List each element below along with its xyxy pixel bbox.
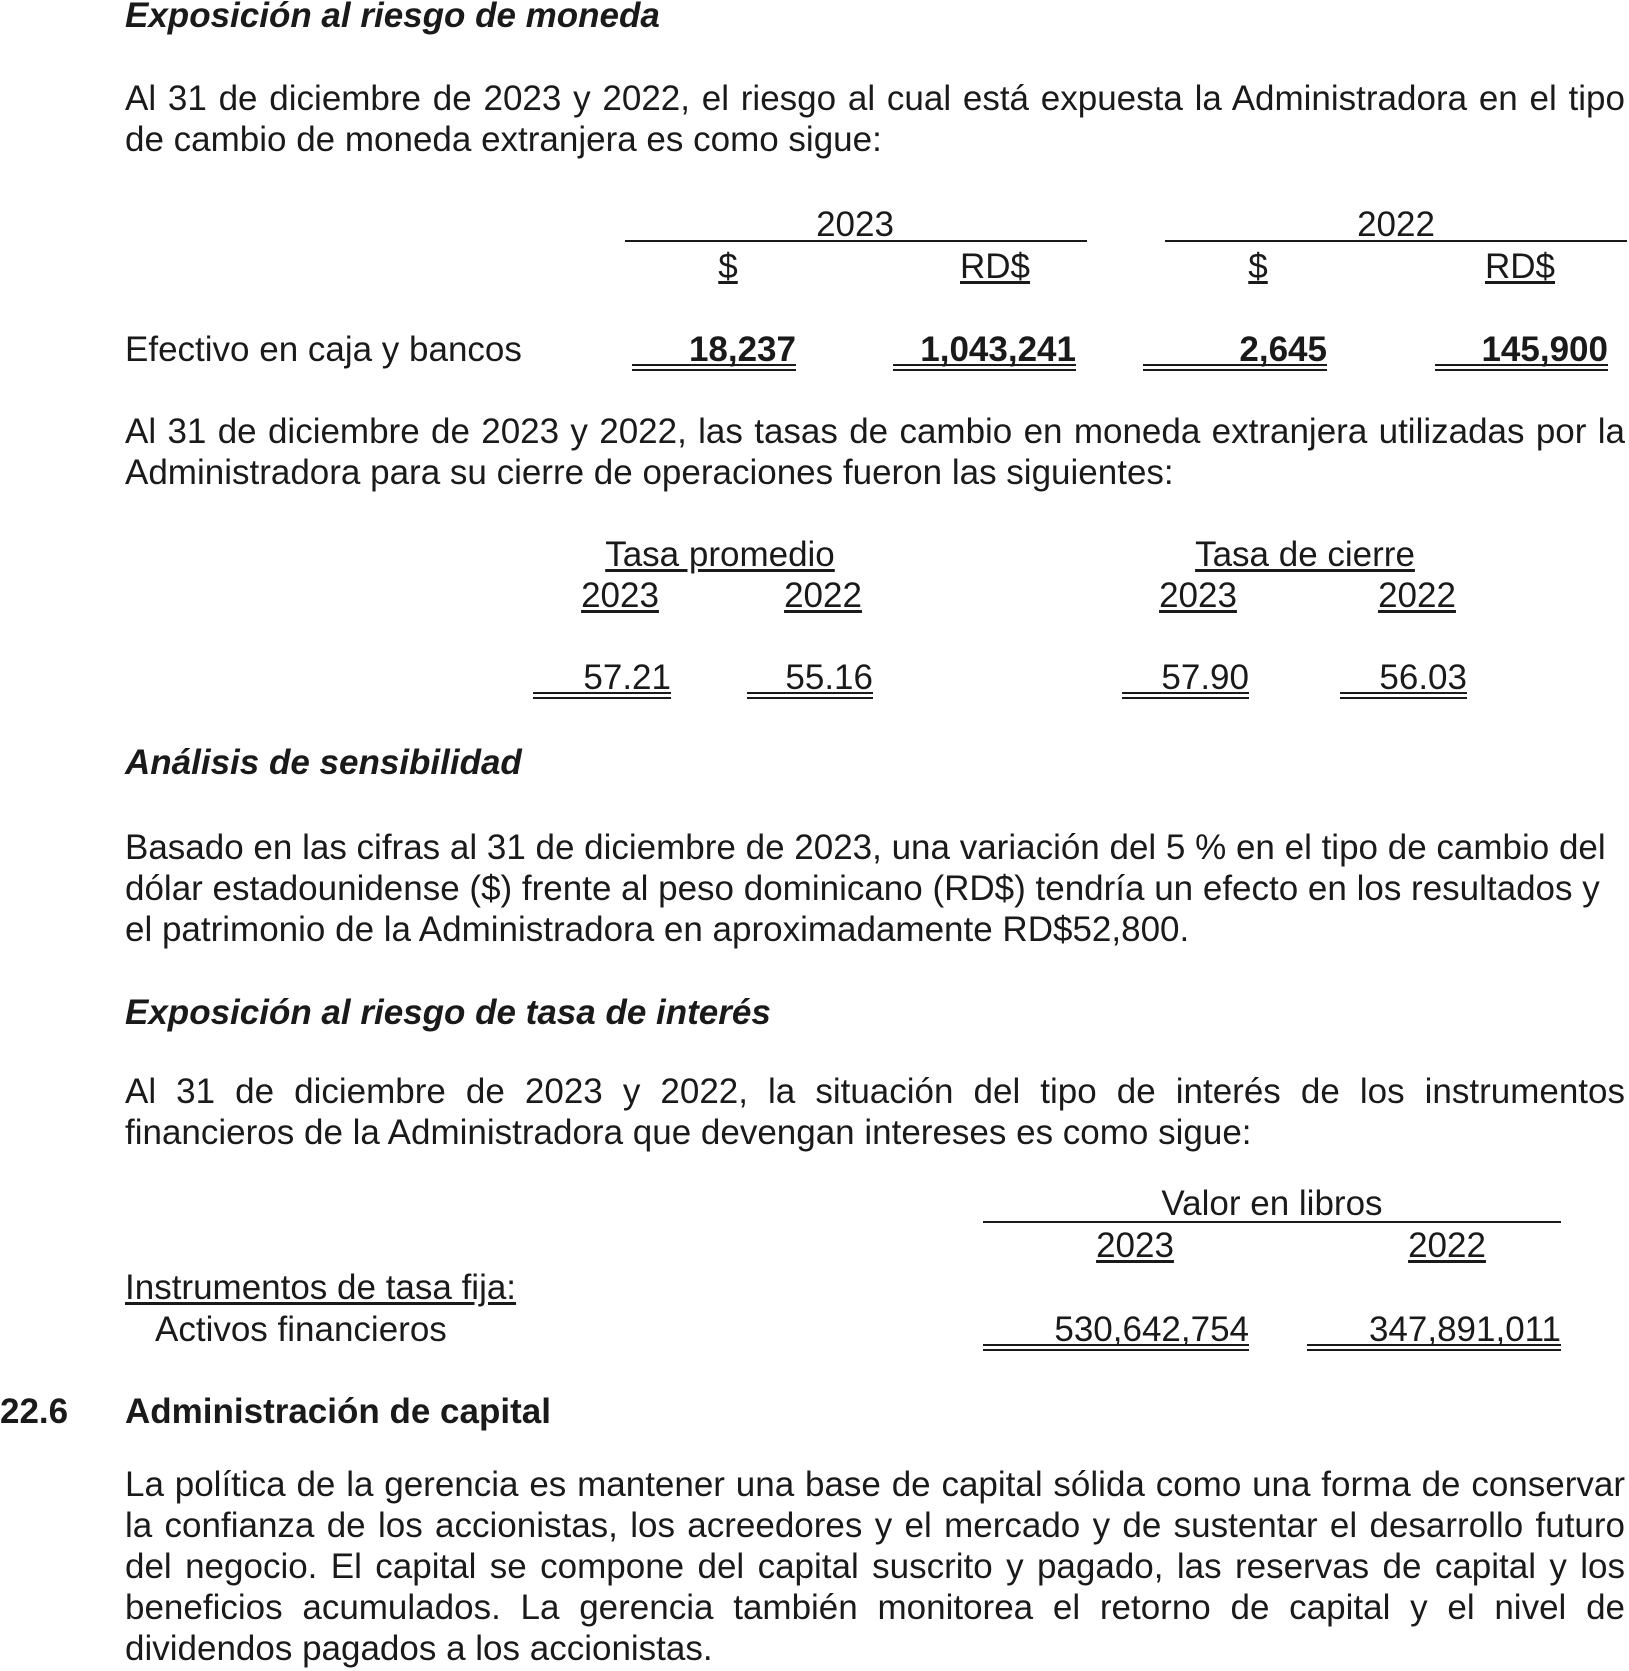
- group-header-tasa-cierre: Tasa de cierre: [1195, 535, 1415, 574]
- group-header-rule: [983, 1221, 1561, 1223]
- interest-year-2022: 2022: [1408, 1226, 1486, 1265]
- interest-year-2023: 2023: [1096, 1226, 1174, 1265]
- currency-header-rd-2022: RD$: [1484, 247, 1556, 286]
- year-header-2023: 2023: [816, 205, 894, 244]
- exchange-rates-intro: Al 31 de diciembre de 2023 y 2022, las tasas de cambio en moneda extranjera utilizadas por la Administradora para su cierre de operaciones fueron las siguientes:: [125, 412, 1625, 492]
- double-underline: [893, 364, 1076, 371]
- row-label-efectivo: Efectivo en caja y bancos: [125, 330, 522, 369]
- interest-risk-intro: Al 31 de diciembre de 2023 y 2022, la situación del tipo de interés de los instrumentos financieros de la Administradora que devengan intereses es como sigue:: [125, 1072, 1625, 1152]
- rate-year-promedio-2023: 2023: [581, 576, 659, 615]
- capital-heading: Administración de capital: [125, 1392, 551, 1431]
- category-label-tasa-fija: Instrumentos de tasa fija:: [125, 1268, 517, 1307]
- double-underline: [747, 692, 873, 699]
- double-underline: [1143, 364, 1327, 371]
- section-number: 22.6: [0, 1392, 69, 1431]
- double-underline: [533, 692, 671, 699]
- rate-year-cierre-2022: 2022: [1378, 576, 1456, 615]
- rate-promedio-2023: 57.21: [583, 658, 671, 697]
- currency-header-rd-2023: RD$: [959, 247, 1031, 286]
- rate-promedio-2022: 55.16: [785, 658, 873, 697]
- currency-risk-intro: Al 31 de diciembre de 2023 y 2022, el riesgo al cual está expuesta la Administradora en el tipo de cambio de moneda extranjera es como sigue:: [125, 79, 1625, 159]
- double-underline: [1122, 692, 1249, 699]
- double-underline: [632, 364, 796, 371]
- value-activos-2023: 530,642,754: [1054, 1310, 1249, 1349]
- year-header-rule: [1165, 240, 1627, 242]
- double-underline: [1435, 364, 1608, 371]
- sensitivity-heading: Análisis de sensibilidad: [125, 743, 522, 782]
- year-header-rule: [625, 240, 1087, 242]
- double-underline: [1340, 692, 1467, 699]
- value-rd-2022: 145,900: [1481, 330, 1608, 369]
- rate-cierre-2023: 57.90: [1161, 658, 1249, 697]
- capital-body: La política de la gerencia es mantener una base de capital sólida como una forma de conservar la confianza de los accionistas, los acreedores y el mercado y de sustentar el desarrollo futuro del negocio. El capital se compone del capital suscrito y pagado, las reservas de capital y los beneficios acumulados. La gerencia también monitorea el retorno de capital y el nivel de dividendos pagados a los accionistas.: [125, 1465, 1625, 1668]
- value-activos-2022: 347,891,011: [1368, 1310, 1561, 1349]
- year-header-2022: 2022: [1357, 205, 1435, 244]
- sensitivity-body: Basado en las cifras al 31 de diciembre de 2023, una variación del 5 % en el tipo de cambio del dólar estadounidense ($) frente al peso dominicano (RD$) tendría un efecto en los resultados y el patrimonio de la Administradora en aproximadamente RD$52,800.: [125, 828, 1606, 949]
- row-label-activos-financieros: Activos financieros: [155, 1310, 447, 1349]
- value-usd-2023: 18,237: [688, 330, 796, 369]
- group-header-tasa-promedio: Tasa promedio: [605, 535, 835, 574]
- interest-risk-heading: Exposición al riesgo de tasa de interés: [125, 993, 771, 1032]
- currency-header-usd-2022: $: [1248, 247, 1268, 286]
- rate-cierre-2022: 56.03: [1379, 658, 1467, 697]
- value-rd-2023: 1,043,241: [920, 330, 1076, 369]
- currency-risk-heading: Exposición al riesgo de moneda: [125, 0, 660, 35]
- group-header-valor-libros: Valor en libros: [1161, 1184, 1383, 1223]
- double-underline: [983, 1344, 1249, 1351]
- double-underline: [1307, 1344, 1561, 1351]
- rate-year-cierre-2023: 2023: [1159, 576, 1237, 615]
- currency-header-usd-2023: $: [718, 247, 738, 286]
- rate-year-promedio-2022: 2022: [784, 576, 862, 615]
- value-usd-2022: 2,645: [1239, 330, 1327, 369]
